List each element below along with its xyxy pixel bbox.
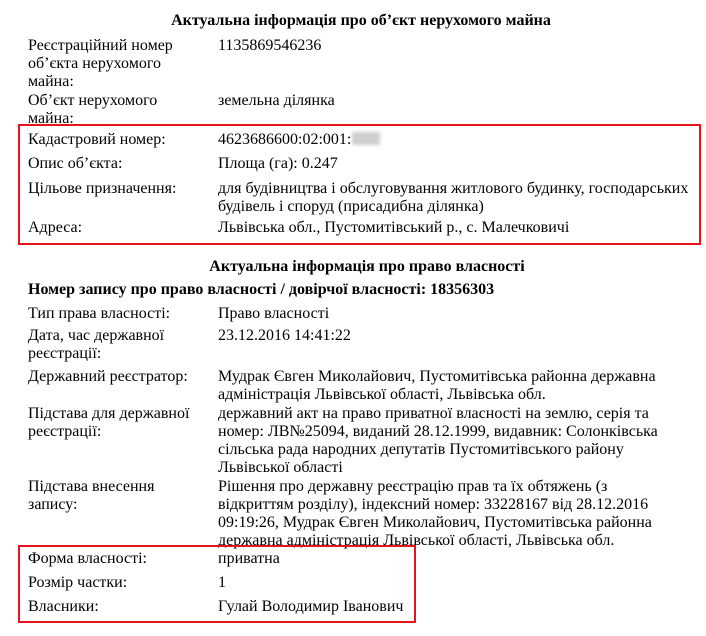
value-property-object: земельна ділянка [218, 92, 335, 109]
label-object-description: Опис об’єкта: [28, 155, 123, 172]
section-title-ownership: Актуальна інформація про право власності [209, 258, 525, 275]
value-ownership-type: Право власності [218, 305, 330, 322]
label-registration-number: Реєстраційний номер об’єкта нерухомого майна: [28, 37, 173, 90]
value-intended-purpose: для будівництва і обслуговування житлового будинку, господарських будівель і споруд (присадибна ділянка) [218, 180, 689, 215]
label-property-object: Об’єкт нерухомого майна: [28, 92, 158, 127]
label-state-registrar: Державний реєстратор: [28, 368, 188, 385]
label-entry-basis: Підстава внесення запису: [28, 478, 155, 513]
cadastral-number-text: 4623686600:02:001: [218, 131, 352, 148]
value-cadastral-number [218, 131, 700, 149]
value-ownership-form: приватна [218, 550, 280, 567]
label-registration-basis: Підстава для державної реєстрації: [28, 405, 190, 440]
label-registration-datetime: Дата, час державної реєстрації: [28, 327, 165, 362]
value-registration-datetime: 23.12.2016 14:41:22 [218, 327, 351, 344]
label-cadastral-number: Кадастровий номер: [28, 131, 166, 148]
redacted-blur [352, 132, 380, 145]
value-registration-basis: державний акт на право приватної власності на землю, серія та номер: ЛВ№25094, виданий 28.12.1999, видавник: Солонківська сільська рада народних депутатів Пустомитівського району Львівської області [218, 405, 658, 476]
label-owners: Власники: [28, 598, 99, 615]
value-address: Львівська обл., Пустомитівський р., с. Малечковичі [218, 219, 570, 236]
value-share-size: 1 [218, 574, 226, 591]
value-owners: Гулай Володимир Іванович [218, 598, 404, 615]
label-address: Адреса: [28, 219, 83, 236]
label-intended-purpose: Цільове призначення: [28, 180, 177, 197]
value-state-registrar: Мудрак Євген Миколайович, Пустомитівська районна державна адміністрація Львівської області, Львівська обл. [218, 368, 656, 403]
ownership-record-number-heading: Номер запису про право власності / довірчої власності: 18356303 [28, 281, 495, 298]
label-ownership-form: Форма власності: [28, 550, 147, 567]
label-ownership-type: Тип права власності: [28, 305, 171, 322]
value-object-description: Площа (га): 0.247 [218, 155, 338, 172]
section-title-property-object: Актуальна інформація про об’єкт нерухомого майна [171, 12, 551, 29]
value-entry-basis: Рішення про державну реєстрацію прав та їх обтяжень (з відкриттям розділу), індексний номер: 33228167 від 28.12.2016 09:19:26, Мудрак Євген Миколайович, Пустомитівська районна державна адміністрація Львівської області, Львівська обл. [218, 478, 652, 549]
label-share-size: Розмір частки: [28, 574, 128, 591]
value-registration-number: 1135869546236 [218, 37, 322, 54]
